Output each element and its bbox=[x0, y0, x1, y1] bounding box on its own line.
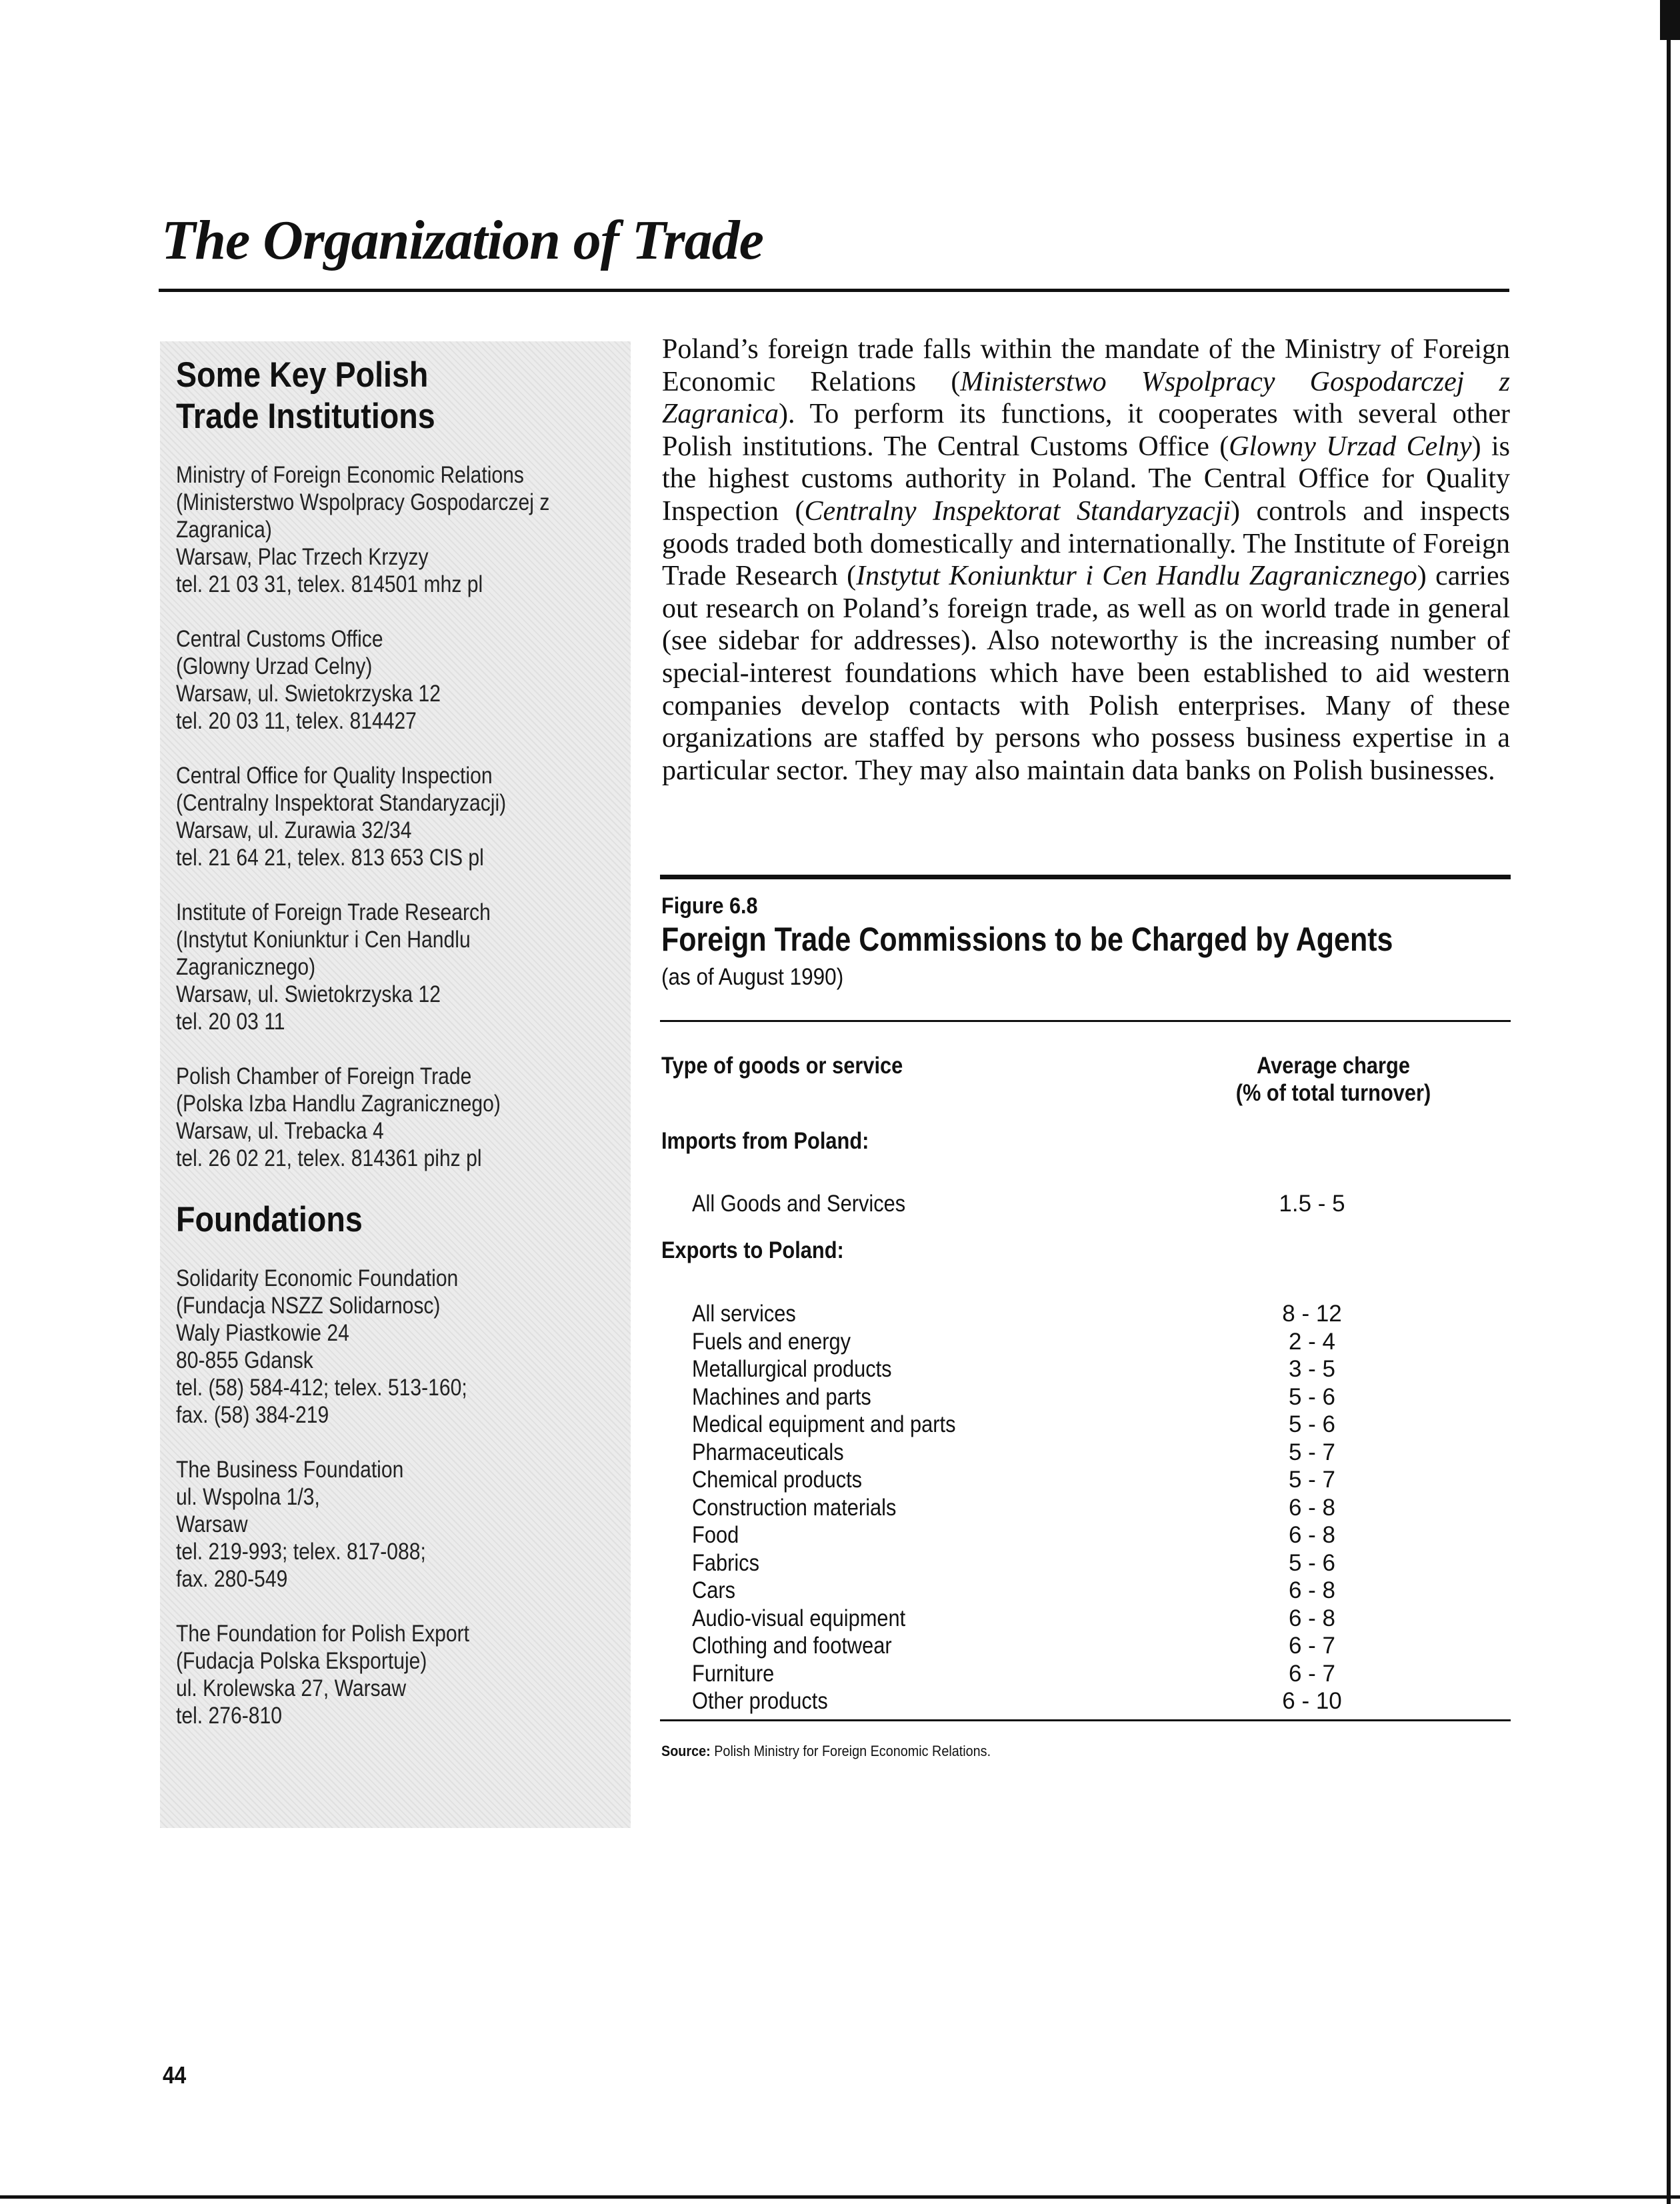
institution-entry bbox=[176, 461, 623, 598]
row-value: 2 - 4 bbox=[1288, 1328, 1336, 1355]
row-label: Medical equipment and parts bbox=[692, 1411, 956, 1437]
body-text-segment: ). To perform its functions, it cooperates with several other Polish institutions. The Central Customs Office ( bbox=[662, 399, 1510, 462]
institution-entry-line: tel. 21 64 21, telex. 813 653 CIS pl bbox=[176, 845, 484, 871]
row-label: Other products bbox=[692, 1688, 828, 1714]
imports-heading: Imports from Poland: bbox=[661, 1128, 869, 1154]
row-label: Metallurgical products bbox=[692, 1356, 892, 1382]
foundation-entry bbox=[176, 1620, 623, 1729]
institution-entry-line: Warsaw, ul. Swietokrzyska 12 bbox=[176, 681, 441, 707]
row-value: 5 - 7 bbox=[1288, 1467, 1336, 1493]
row-value: 5 - 6 bbox=[1288, 1549, 1336, 1576]
body-text-segment: ) carries out research on Poland’s foreign trade, as well as on world trade in general (see sidebar for addresses). Also noteworthy is the increasing number of special-interest foundations which have been established to aid western companies develop contacts with Polish enterprises. Many of these organizations are staffed by persons who possess business expertise in a particular sector. They may also maintain data banks on Polish businesses. bbox=[662, 561, 1510, 786]
table-row bbox=[692, 1300, 1492, 1328]
row-value: 5 - 6 bbox=[1288, 1411, 1336, 1437]
row-label: Audio-visual equipment bbox=[692, 1605, 906, 1631]
table-row bbox=[692, 1577, 1492, 1605]
table-row bbox=[692, 1605, 1492, 1633]
institution-entry-line: Ministry of Foreign Economic Relations bbox=[176, 462, 524, 488]
institution-name-italic: Instytut Koniunktur i Cen Handlu Zagranicznego bbox=[856, 561, 1417, 592]
foundations-list bbox=[176, 1265, 623, 1729]
institution-entry-line: (Instytut Koniunktur i Cen Handlu bbox=[176, 927, 471, 953]
table-row bbox=[692, 1439, 1492, 1467]
institution-entry-line: Warsaw, ul. Trebacka 4 bbox=[176, 1118, 384, 1144]
page-number: 44 bbox=[163, 2061, 187, 2089]
column-header-average: Average charge (% of total turnover) bbox=[1235, 1053, 1431, 1106]
table-row bbox=[692, 1383, 1492, 1411]
table-row bbox=[692, 1660, 1492, 1688]
institution-entry-line: Warsaw, Plac Trzech Krzyzy bbox=[176, 544, 429, 570]
institution-name-italic: Centralny Inspektorat Standaryzacji bbox=[804, 495, 1231, 527]
row-value: 6 - 8 bbox=[1288, 1522, 1336, 1548]
figure-header-rule bbox=[660, 1020, 1511, 1022]
foundations-heading: Foundations bbox=[176, 1200, 363, 1239]
row-label: Construction materials bbox=[692, 1494, 897, 1521]
foundation-entry-line: ul. Krolewska 27, Warsaw bbox=[176, 1675, 407, 1701]
row-label: Chemical products bbox=[692, 1467, 863, 1493]
foundation-entry-line: fax. (58) 384-219 bbox=[176, 1402, 329, 1428]
institution-entry-line: (Glowny Urzad Celny) bbox=[176, 653, 373, 679]
row-label: Fuels and energy bbox=[692, 1328, 851, 1355]
column-header-type: Type of goods or service bbox=[661, 1053, 903, 1079]
institution-entry-line: Central Customs Office bbox=[176, 626, 383, 652]
table-row bbox=[692, 1687, 1492, 1715]
foundation-entry bbox=[176, 1265, 623, 1429]
row-label: All Goods and Services bbox=[692, 1191, 906, 1217]
figure-source: Source: Polish Ministry for Foreign Economic Relations. bbox=[661, 1743, 991, 1759]
row-label: Clothing and footwear bbox=[692, 1633, 892, 1659]
institution-entry bbox=[176, 899, 623, 1035]
institution-name-italic: Ministerstwo Wspolpracy Gospodarczej z Zagranica bbox=[662, 366, 1510, 430]
figure-label: Figure 6.8 bbox=[661, 893, 758, 919]
row-value: 5 - 7 bbox=[1288, 1439, 1336, 1465]
row-label: Fabrics bbox=[692, 1549, 759, 1576]
row-value: 6 - 8 bbox=[1288, 1494, 1336, 1521]
row-label: Machines and parts bbox=[692, 1383, 871, 1410]
foundation-entry-line: Solidarity Economic Foundation bbox=[176, 1265, 459, 1291]
page-title: The Organization of Trade bbox=[161, 209, 763, 271]
row-value: 6 - 7 bbox=[1288, 1660, 1336, 1687]
row-value: 5 - 6 bbox=[1288, 1383, 1336, 1410]
scan-edge-bottom bbox=[0, 2188, 1680, 2204]
row-value: 6 - 8 bbox=[1288, 1577, 1336, 1603]
foundation-entry-line: Warsaw bbox=[176, 1511, 248, 1537]
foundation-entry bbox=[176, 1456, 623, 1593]
foundation-entry-line: tel. 276-810 bbox=[176, 1703, 282, 1729]
row-label: Cars bbox=[692, 1577, 736, 1603]
institution-entry-line: Warsaw, ul. Swietokrzyska 12 bbox=[176, 981, 441, 1007]
institution-entry-line: (Ministerstwo Wspolpracy Gospodarczej z bbox=[176, 489, 550, 515]
foundation-entry-line: The Foundation for Polish Export bbox=[176, 1621, 470, 1647]
row-label: Furniture bbox=[692, 1660, 775, 1687]
institution-entry-line: tel. 20 03 11, telex. 814427 bbox=[176, 708, 417, 734]
row-value: 8 - 12 bbox=[1282, 1301, 1342, 1327]
foundation-entry-line: (Fundacja NSZZ Solidarnosc) bbox=[176, 1293, 441, 1319]
table-row bbox=[692, 1494, 1492, 1522]
row-value: 6 - 10 bbox=[1282, 1688, 1342, 1714]
institutions-heading: Some Key Polish Trade Institutions bbox=[176, 355, 435, 436]
body-paragraph bbox=[662, 333, 1510, 787]
row-label: Food bbox=[692, 1522, 739, 1548]
table-row bbox=[692, 1632, 1492, 1660]
institution-entry-line: Polish Chamber of Foreign Trade bbox=[176, 1063, 472, 1089]
figure-subtitle: (as of August 1990) bbox=[661, 964, 844, 990]
institution-entry-line: tel. 21 03 31, telex. 814501 mhz pl bbox=[176, 571, 483, 597]
table-row bbox=[692, 1355, 1492, 1383]
institution-name-italic: Glowny Urzad Celny bbox=[1229, 431, 1472, 462]
institution-entry-line: Zagranica) bbox=[176, 517, 272, 543]
foundation-entry-line: Waly Piastkowie 24 bbox=[176, 1320, 349, 1346]
foundation-entry-line: ul. Wspolna 1/3, bbox=[176, 1484, 320, 1510]
row-value: 6 - 8 bbox=[1288, 1605, 1336, 1631]
foundation-entry-line: (Fudacja Polska Eksportuje) bbox=[176, 1648, 427, 1674]
body-text-segment: ) is the highest customs authority in Poland. The Central Office for Quality Inspection ( bbox=[662, 431, 1510, 527]
figure-bottom-rule bbox=[660, 1719, 1511, 1721]
institution-entry bbox=[176, 762, 623, 871]
foundation-entry-line: fax. 280-549 bbox=[176, 1566, 288, 1592]
institution-entry-line: Zagranicznego) bbox=[176, 954, 316, 980]
institution-entry-line: Institute of Foreign Trade Research bbox=[176, 899, 491, 925]
table-row bbox=[692, 1328, 1492, 1356]
institutions-list bbox=[176, 461, 623, 1172]
foundation-entry-line: The Business Foundation bbox=[176, 1457, 404, 1483]
institution-entry-line: (Polska Izba Handlu Zagranicznego) bbox=[176, 1091, 501, 1117]
foundation-entry-line: 80-855 Gdansk bbox=[176, 1347, 313, 1373]
table-row bbox=[692, 1190, 1492, 1218]
table-row bbox=[692, 1411, 1492, 1439]
table-row bbox=[692, 1466, 1492, 1494]
institution-entry bbox=[176, 1063, 623, 1172]
body-text-segment: ) controls and inspects goods traded both domestically and internationally. The Institute of Foreign Trade Research ( bbox=[662, 495, 1510, 592]
body-text-segment: Poland’s foreign trade falls within the mandate of the Ministry of Foreign Economic Relations ( bbox=[662, 334, 1510, 397]
institution-entry-line: Warsaw, ul. Zurawia 32/34 bbox=[176, 817, 412, 843]
figure-title: Foreign Trade Commissions to be Charged by Agents bbox=[661, 921, 1393, 958]
figure-top-rule bbox=[660, 875, 1511, 879]
sidebar-institutions bbox=[160, 341, 631, 1828]
row-value: 1.5 - 5 bbox=[1279, 1191, 1345, 1217]
row-value: 3 - 5 bbox=[1288, 1356, 1336, 1382]
institution-entry-line: (Centralny Inspektorat Standaryzacji) bbox=[176, 790, 507, 816]
institution-entry bbox=[176, 625, 623, 735]
scan-edge-right bbox=[1660, 0, 1680, 2204]
row-value: 6 - 7 bbox=[1288, 1633, 1336, 1659]
foundation-entry-line: tel. 219-993; telex. 817-088; bbox=[176, 1539, 426, 1565]
institution-entry-line: tel. 26 02 21, telex. 814361 pihz pl bbox=[176, 1145, 482, 1171]
exports-heading: Exports to Poland: bbox=[661, 1237, 844, 1263]
foundation-entry-line: tel. (58) 584-412; telex. 513-160; bbox=[176, 1375, 467, 1401]
title-rule bbox=[159, 289, 1509, 292]
table-row bbox=[692, 1521, 1492, 1549]
table-row bbox=[692, 1549, 1492, 1577]
institution-entry-line: Central Office for Quality Inspection bbox=[176, 763, 493, 789]
institution-entry-line: tel. 20 03 11 bbox=[176, 1009, 285, 1035]
row-label: All services bbox=[692, 1301, 796, 1327]
row-label: Pharmaceuticals bbox=[692, 1439, 844, 1465]
